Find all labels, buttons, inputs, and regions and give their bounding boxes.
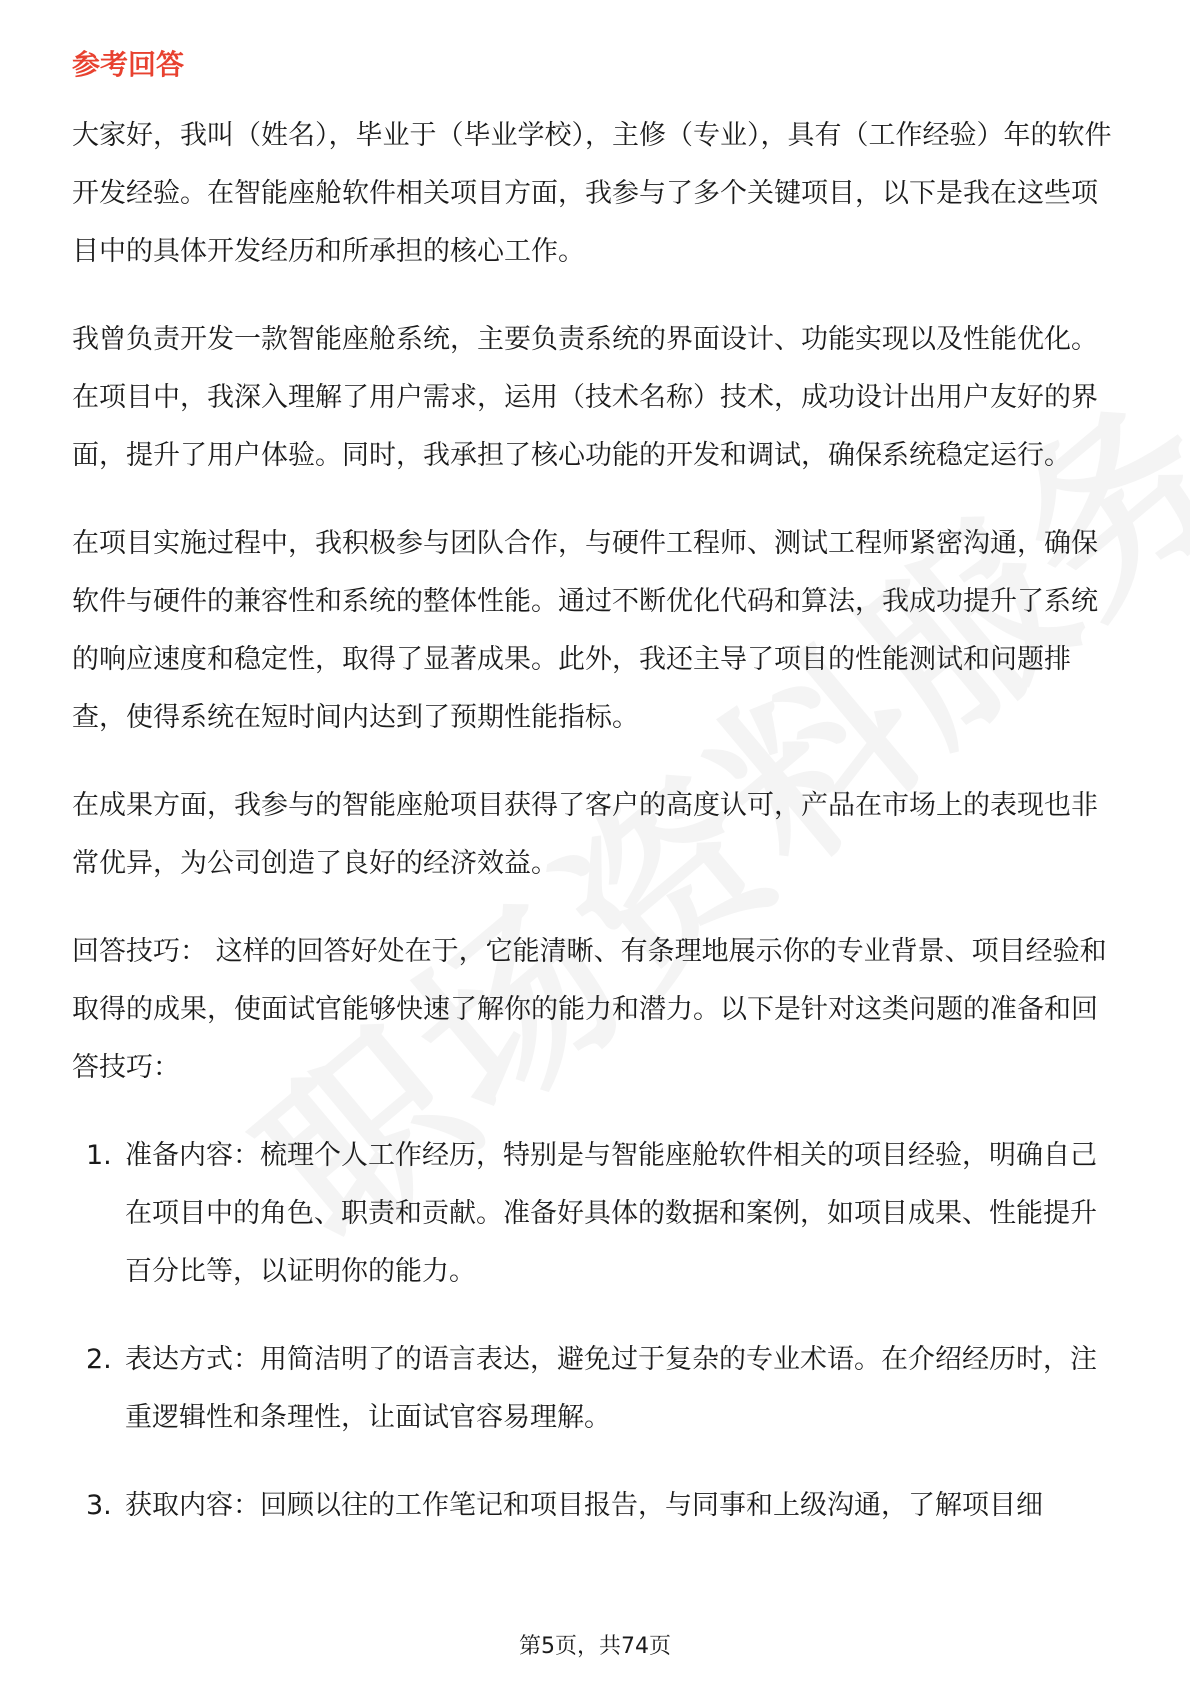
list-item-number: 1. [86,1140,112,1171]
list-item-text: 准备内容：梳理个人工作经历，特别是与智能座舱软件相关的项目经验，明确自己在项目中的角色、职责和贡献。准备好具体的数据和案例，如项目成果、性能提升百分比等，以证明你的能力。 [125,1140,1097,1287]
tips-list [72,1127,1122,1535]
paragraph-results: 在成果方面，我参与的智能座舱项目获得了客户的高度认可，产品在市场上的表现也非常优异，为公司创造了良好的经济效益。 [72,790,1098,879]
list-item-number: 2. [86,1344,112,1375]
list-item-number: 3. [86,1490,112,1521]
paragraph-intro: 大家好，我叫（姓名），毕业于（毕业学校），主修（专业），具有（工作经验）年的软件开发经验。在智能座舱软件相关项目方面，我参与了多个关键项目，以下是我在这些项目中的具体开发经历和所承担的核心工作。 [72,120,1112,267]
list-item [72,1127,1122,1301]
list-item-text: 获取内容：回顾以往的工作笔记和项目报告，与同事和上级沟通，了解项目细 [125,1490,1043,1521]
paragraph-teamwork: 在项目实施过程中，我积极参与团队合作，与硬件工程师、测试工程师紧密沟通，确保软件与硬件的兼容性和系统的整体性能。通过不断优化代码和算法，我成功提升了系统的响应速度和稳定性，取得了显著成果。此外，我还主导了项目的性能测试和问题排查，使得系统在短时间内达到了预期性能指标。 [72,528,1098,733]
page-content [72,45,1122,1565]
list-item [72,1331,1122,1447]
section-heading: 参考回答 [72,48,185,81]
paragraph-tips: 回答技巧： 这样的回答好处在于，它能清晰、有条理地展示你的专业背景、项目经验和取得的成果，使面试官能够快速了解你的能力和潜力。以下是针对这类问题的准备和回答技巧： [72,936,1107,1083]
list-item-text: 表达方式：用简洁明了的语言表达，避免过于复杂的专业术语。在介绍经历时，注重逻辑性和条理性，让面试官容易理解。 [125,1344,1097,1433]
paragraph-project: 我曾负责开发一款智能座舱系统，主要负责系统的界面设计、功能实现以及性能优化。在项目中，我深入理解了用户需求，运用（技术名称）技术，成功设计出用户友好的界面，提升了用户体验。同时，我承担了核心功能的开发和调试，确保系统稳定运行。 [72,324,1098,471]
page-number-footer: 第5页，共74页 [519,1634,671,1659]
list-item [72,1477,1122,1535]
